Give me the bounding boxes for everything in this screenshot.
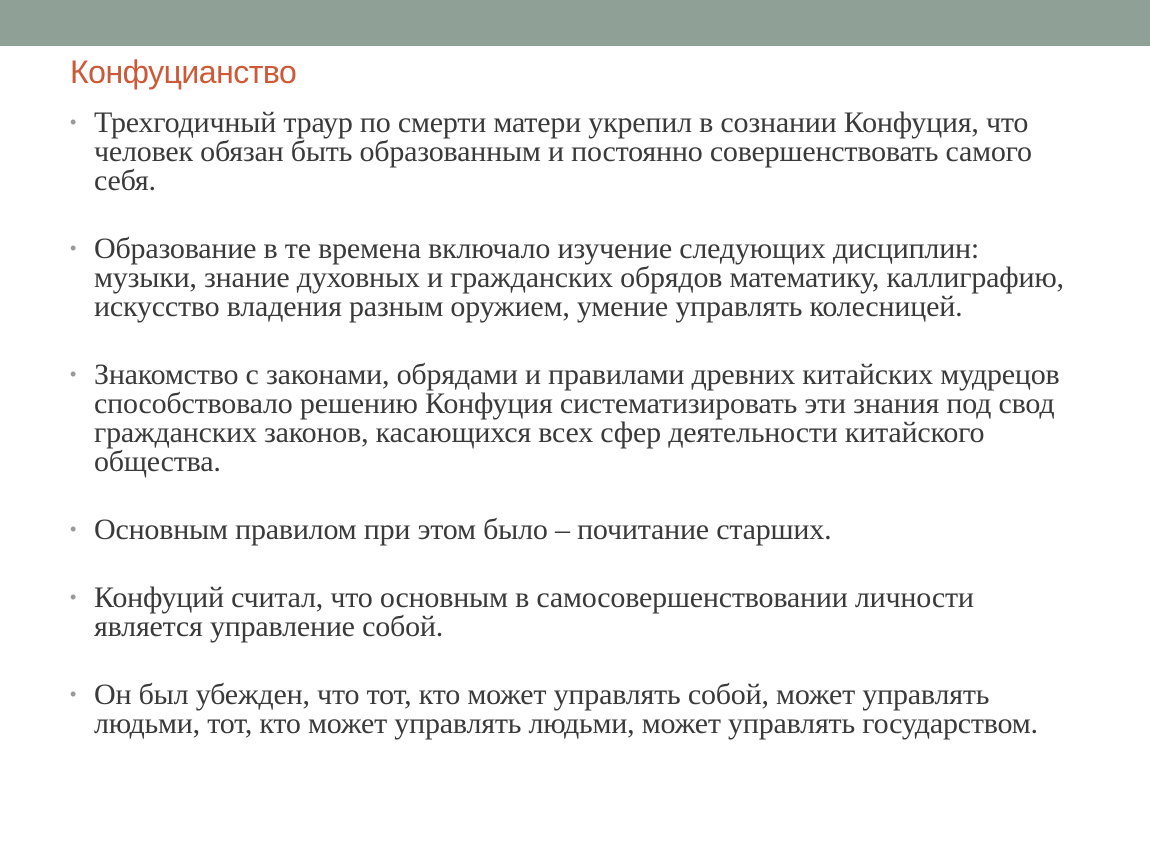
top-color-bar	[0, 0, 1150, 46]
bullet-text: Образование в те времена включало изучение следующих дисциплин: музыки, знание духовных и гражданских обрядов математику, каллиграфию, искусство владения разным оружием, умение управлять колесницей.	[94, 232, 1064, 323]
bullet-text: Основным правилом при этом было – почитание старших.	[94, 513, 832, 546]
bullet-item	[70, 515, 1070, 544]
bullet-icon: •	[70, 519, 77, 539]
bullet-icon: •	[70, 112, 77, 132]
bullet-icon: •	[70, 684, 77, 704]
bullet-text: Он был убежден, что тот, кто может управлять собой, может управлять людьми, тот, кто может управлять людьми, может управлять государством.	[94, 678, 1038, 740]
bullet-text: Конфуций считал, что основным в самосовершенствовании личности является управление собой.	[94, 581, 974, 643]
bullet-item	[70, 583, 1070, 641]
bullet-list	[70, 108, 1070, 777]
bullet-item	[70, 680, 1070, 738]
bullet-item	[70, 234, 1070, 321]
bullet-text: Знакомство с законами, обрядами и правилами древних китайских мудрецов способствовало решению Конфуция систематизировать эти знания под свод гражданских законов, касающихся всех сфер деятельности китайского общества.	[94, 358, 1060, 478]
bullet-item	[70, 360, 1070, 476]
bullet-text: Трехгодичный траур по смерти матери укрепил в сознании Конфуция, что человек обязан быть образованным и постоянно совершенствовать самого себя.	[94, 106, 1032, 197]
bullet-item	[70, 108, 1070, 195]
slide-title: Конфуцианство	[70, 54, 297, 90]
bullet-icon: •	[70, 587, 77, 607]
bullet-icon: •	[70, 364, 77, 384]
bullet-icon: •	[70, 238, 77, 258]
